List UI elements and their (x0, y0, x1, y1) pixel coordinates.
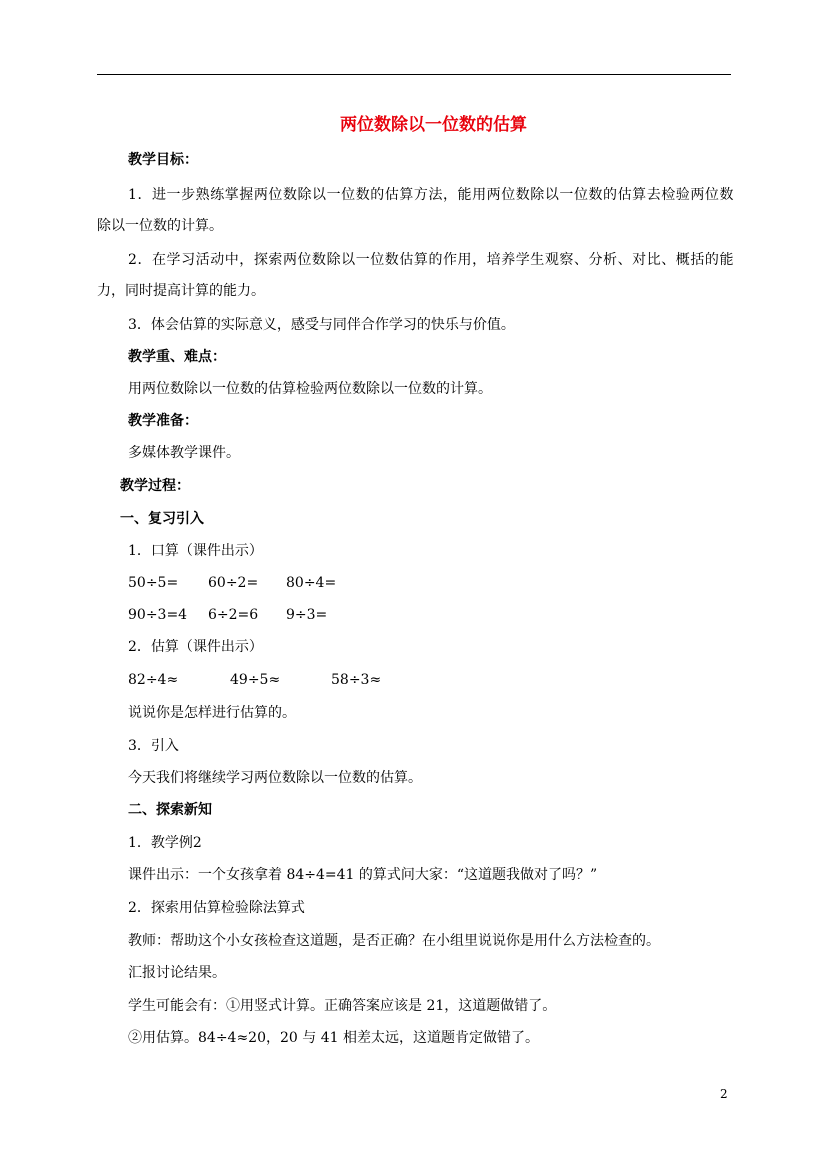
prep-text: 多媒体教学课件。 (128, 445, 240, 461)
page-title: 两位数除以一位数的估算 (340, 115, 527, 135)
goal1-line2: 除以一位数的计算。 (97, 218, 223, 234)
oral-row2 (128, 605, 327, 625)
report-text: 汇报讨论结果。 (128, 965, 226, 981)
estimate-check-text: ②用估算。84÷4≈20，20 与 41 相差太远，这道题肯定做错了。 (128, 1030, 539, 1046)
estimate-item: 58÷3≈ (331, 672, 382, 688)
teacher-text: 教师：帮助这个小女孩检查这道题，是否正确？在小组里说说你是用什么方法检查的。 (128, 933, 660, 949)
header-rule (97, 74, 731, 75)
oral-row1 (128, 573, 336, 593)
goal-heading: 教学目标： (128, 152, 198, 168)
key-text: 用两位数除以一位数的估算检验两位数除以一位数的计算。 (128, 381, 492, 397)
oral-item: 80÷4= (286, 575, 337, 591)
goal2-line2: 力，同时提高计算的能力。 (97, 283, 265, 299)
prep-heading: 教学准备： (128, 413, 198, 429)
section1-heading: 一、复习引入 (120, 511, 204, 527)
explore-heading: 2．探索用估算检验除法算式 (128, 900, 305, 916)
goal2-line1: 2．在学习活动中，探索两位数除以一位数估算的作用，培养学生观察、分析、对比、概括的能 (128, 252, 735, 268)
estimate-item: 49÷5≈ (230, 672, 281, 688)
section2-heading: 二、探索新知 (128, 802, 212, 818)
page-number: 2 (720, 1087, 728, 1101)
key-heading: 教学重、难点： (128, 349, 226, 365)
estimate-row (128, 670, 381, 690)
intro-heading: 3．引入 (128, 738, 179, 754)
goal3: 3．体会估算的实际意义，感受与同伴合作学习的快乐与价值。 (128, 317, 515, 333)
oral-heading: 1．口算（课件出示） (128, 543, 263, 559)
oral-item: 90÷3=4 (128, 607, 188, 623)
example-heading: 1．教学例2 (128, 835, 202, 851)
oral-item: 60÷2= (208, 575, 259, 591)
estimate-talk: 说说你是怎样进行估算的。 (128, 705, 296, 721)
oral-item: 9÷3= (286, 607, 328, 623)
intro-text: 今天我们将继续学习两位数除以一位数的估算。 (128, 770, 422, 786)
goal1-line1: 1．进一步熟练掌握两位数除以一位数的估算方法，能用两位数除以一位数的估算去检验两位数 (128, 187, 735, 203)
example-text: 课件出示：一个女孩拿着 84÷4=41 的算式问大家：“这道题我做对了吗？” (128, 867, 598, 883)
estimate-item: 82÷4≈ (128, 672, 179, 688)
student-text: 学生可能会有：①用竖式计算。正确答案应该是 21，这道题做错了。 (128, 998, 557, 1014)
oral-item: 6÷2=6 (208, 607, 259, 623)
oral-item: 50÷5= (128, 575, 179, 591)
process-heading: 教学过程： (120, 478, 190, 494)
estimate-heading: 2．估算（课件出示） (128, 639, 263, 655)
